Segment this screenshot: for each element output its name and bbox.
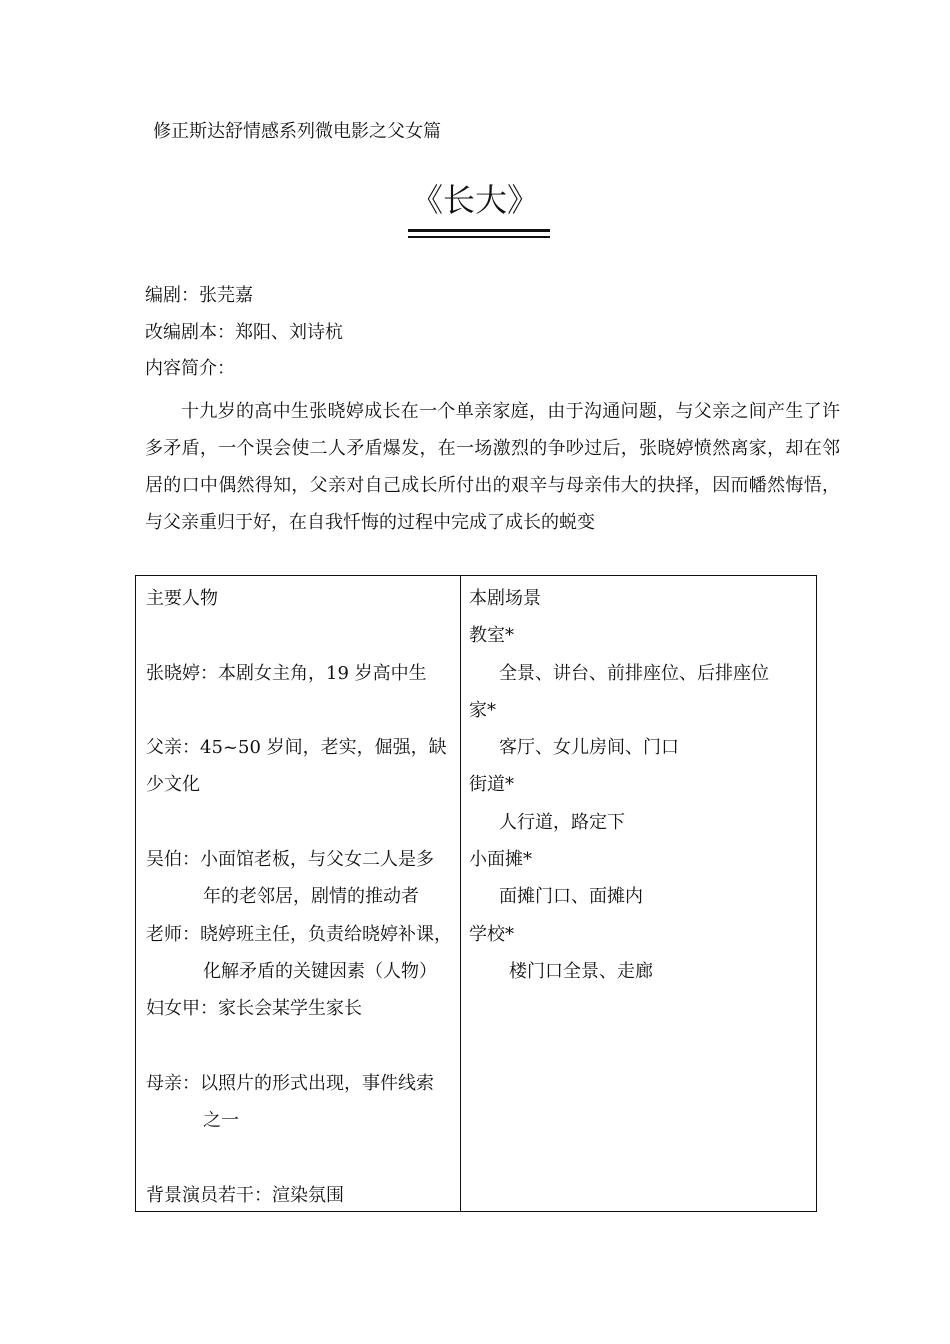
scene-noodle-stall-detail: 面摊门口、面摊内: [499, 886, 643, 908]
character-uncle-wu: 吴伯：小面馆老板，与父女二人是多: [146, 849, 434, 871]
character-woman-a: 妇女甲：家长会某学生家长: [146, 998, 362, 1020]
scene-noodle-stall: 小面摊*: [469, 849, 532, 871]
series-title: 修正斯达舒情感系列微电影之父女篇: [153, 121, 441, 142]
character-extras: 背景演员若干：渲染氛围: [146, 1184, 344, 1206]
scene-street: 街道*: [469, 774, 514, 796]
character-teacher-cont: 化解矛盾的关键因素（人物）: [203, 960, 437, 982]
page-title: 《长大》: [410, 181, 539, 219]
scene-home: 家*: [469, 699, 496, 721]
blank-row: [146, 1139, 460, 1176]
blank-row: [146, 692, 460, 729]
scene-school: 学校*: [469, 923, 514, 945]
scenes-header: 本剧场景: [469, 588, 541, 609]
blank-row: [146, 804, 460, 841]
characters-header: 主要人物: [146, 588, 218, 609]
info-table: [135, 575, 817, 1212]
character-zhang-xiaoting: 张晓婷：本剧女主角，19 岁高中生: [146, 662, 427, 684]
summary-label: 内容简介：: [145, 358, 235, 379]
character-mother-cont: 之一: [203, 1110, 239, 1132]
character-teacher: 老师：晓婷班主任，负责给晓婷补课，: [146, 923, 452, 945]
character-mother: 母亲：以照片的形式出现，事件线索: [146, 1072, 434, 1094]
scene-classroom: 教室*: [469, 625, 514, 647]
characters-column: [136, 576, 461, 1211]
adaptation-line: 改编剧本：郑阳、刘诗杭: [145, 322, 343, 343]
summary-paragraph: 十九岁的高中生张晓婷成长在一个单亲家庭，由于沟通问题，与父亲之间产生了许多矛盾，一个误会使二人矛盾爆发，在一场激烈的争吵过后，张晓婷愤然离家，却在邻居的口中偶然得知，父亲对自己成长所付出的艰辛与母亲伟大的抉择，因而幡然悔悟，与父亲重归于好，在自我忏悔的过程中完成了成长的蜕变: [145, 401, 840, 533]
character-father-cont: 少文化: [146, 774, 200, 796]
scenes-column: [461, 576, 816, 1211]
title-double-underline: [408, 229, 550, 238]
scene-school-detail: 楼门口全景、走廊: [509, 960, 653, 982]
blank-row: [146, 1028, 460, 1065]
character-uncle-wu-cont: 年的老邻居，剧情的推动者: [203, 886, 419, 908]
scene-street-detail: 人行道，路定下: [499, 811, 625, 833]
screenwriter-line: 编剧：张芫嘉: [145, 285, 253, 306]
character-father: 父亲：45~50 岁间，老实，倔强，缺: [146, 737, 447, 759]
scene-classroom-detail: 全景、讲台、前排座位、后排座位: [499, 662, 769, 684]
scene-home-detail: 客厅、女儿房间、门口: [499, 737, 679, 759]
blank-row: [146, 617, 460, 654]
